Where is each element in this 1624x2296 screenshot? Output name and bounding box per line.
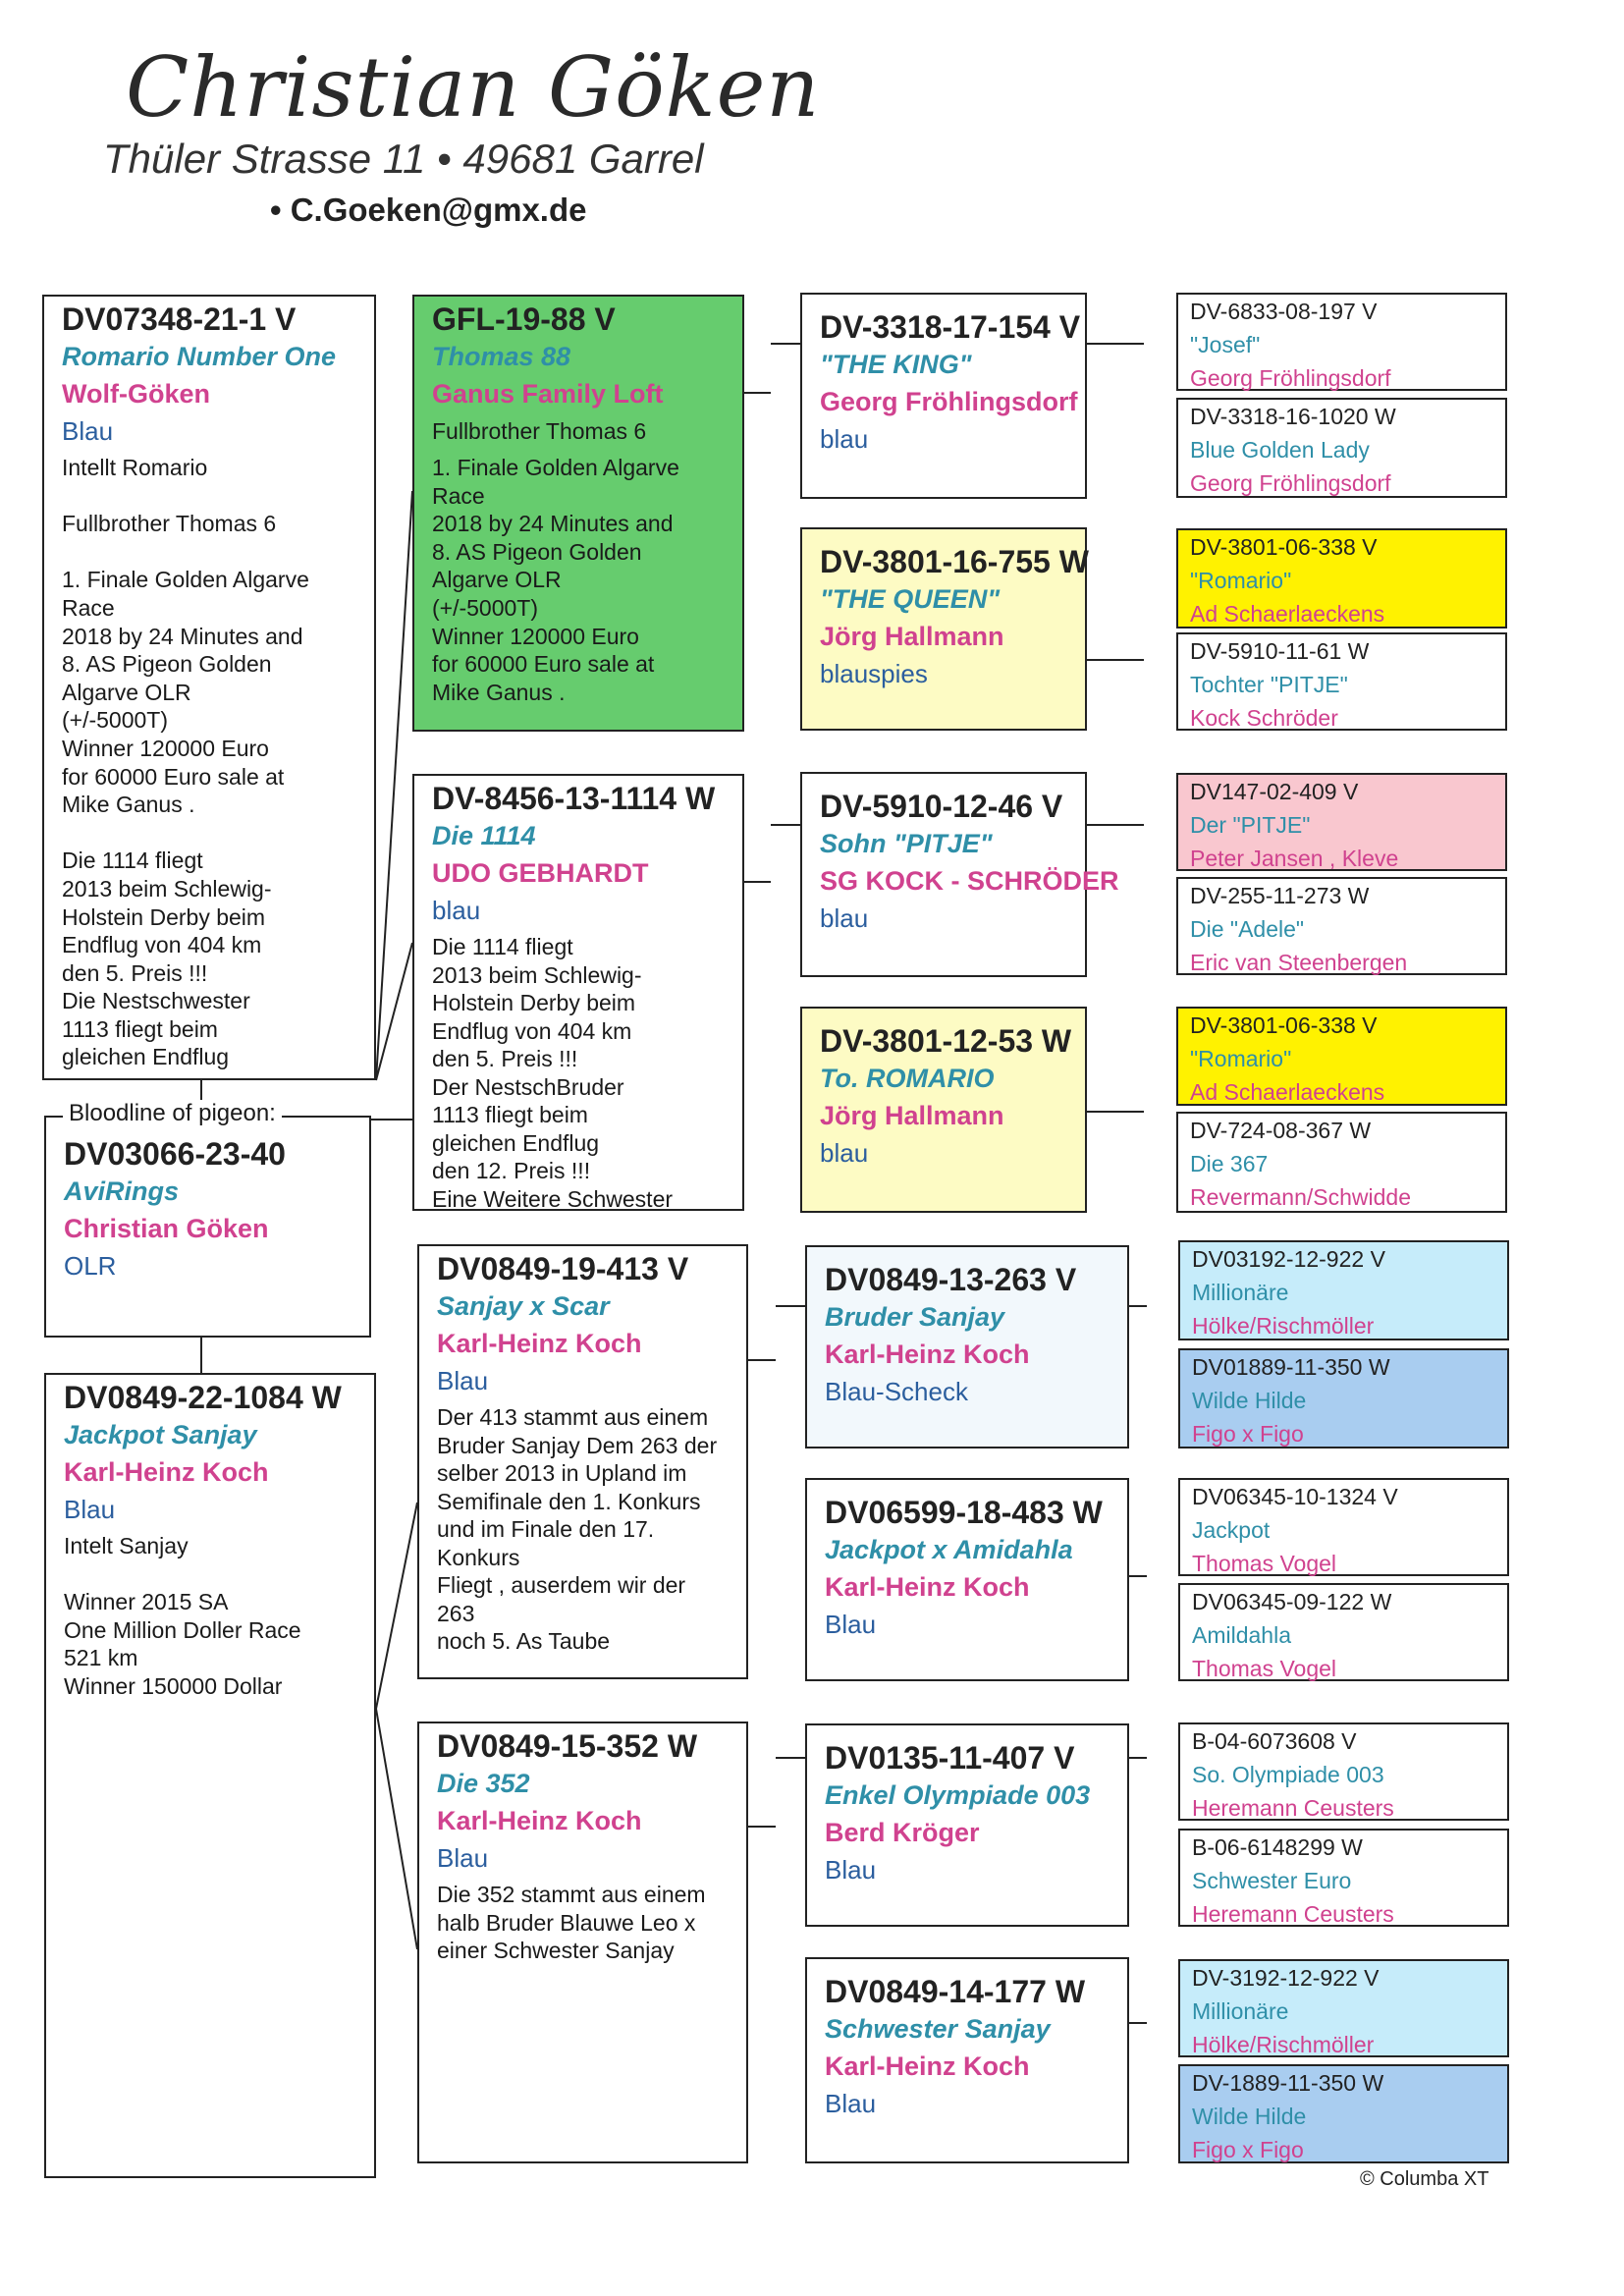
great-grandparent-color: blauspies <box>820 659 928 688</box>
gg-grandparent-name: Der "PITJE" <box>1190 812 1311 838</box>
gg-grandparent-breeder: Heremann Ceusters <box>1192 1795 1394 1821</box>
gg-grandparent-ring: DV06345-10-1324 V <box>1192 1484 1398 1509</box>
grandparent-breeder: UDO GEBHARDT <box>432 858 649 888</box>
great-grandparent-name: Bruder Sanjay <box>825 1302 1005 1332</box>
gg-grandparent-card <box>1176 877 1507 975</box>
great-grandparent-card <box>805 1478 1129 1681</box>
gg-grandparent-breeder: Ad Schaerlaeckens <box>1190 1079 1385 1105</box>
great-grandparent-name: Schwester Sanjay <box>825 2014 1051 2044</box>
grandparent-breeder: Karl-Heinz Koch <box>437 1329 642 1358</box>
gg-grandparent-card <box>1176 528 1507 629</box>
pigeon-breeder: Wolf-Göken <box>62 379 210 409</box>
dam-breeder: Karl-Heinz Koch <box>64 1457 269 1487</box>
bloodline-color: OLR <box>64 1251 117 1281</box>
gg-grandparent-name: Wilde Hilde <box>1192 2104 1307 2129</box>
great-grandparent-name: "THE QUEEN" <box>820 584 1001 614</box>
gg-grandparent-ring: DV-6833-08-197 V <box>1190 299 1378 324</box>
great-grandparent-card <box>805 1245 1129 1449</box>
gg-grandparent-ring: DV-255-11-273 W <box>1190 883 1370 908</box>
great-grandparent-breeder: Karl-Heinz Koch <box>825 1339 1030 1369</box>
great-grandparent-color: Blau <box>825 2089 877 2118</box>
grandparent-ring: DV-8456-13-1114 W <box>432 781 716 816</box>
gg-grandparent-breeder: Thomas Vogel <box>1192 1551 1337 1576</box>
gg-grandparent-ring: DV-3192-12-922 V <box>1192 1965 1380 1991</box>
bloodline-name: AviRings <box>64 1176 180 1206</box>
great-grandparent-card <box>800 293 1087 499</box>
grandparent-ring: GFL-19-88 V <box>432 301 616 337</box>
pigeon-name: Romario Number One <box>62 342 337 371</box>
gg-grandparent-breeder: Peter Jansen , Kleve <box>1190 846 1399 871</box>
dam-color: Blau <box>64 1495 116 1524</box>
breeder-name: Christian Göken <box>126 39 821 136</box>
gg-grandparent-card <box>1178 2064 1509 2163</box>
gg-grandparent-name: Jackpot <box>1192 1517 1271 1543</box>
great-grandparent-ring: DV-3801-12-53 W <box>820 1023 1072 1059</box>
grandparent-breeder: Karl-Heinz Koch <box>437 1806 642 1835</box>
gg-grandparent-name: So. Olympiade 003 <box>1192 1762 1384 1787</box>
gg-grandparent-card <box>1178 1959 1509 2057</box>
bloodline-card <box>44 1116 371 1338</box>
gg-grandparent-name: Schwester Euro <box>1192 1868 1352 1893</box>
dam-card <box>44 1373 376 2178</box>
gg-grandparent-ring: B-04-6073608 V <box>1192 1728 1357 1754</box>
gg-grandparent-breeder: Georg Fröhlingsdorf <box>1190 365 1391 391</box>
gg-grandparent-ring: DV-3318-16-1020 W <box>1190 404 1396 429</box>
grandparent-color: Fullbrother Thomas 6 <box>432 418 647 444</box>
dam-name: Jackpot Sanjay <box>64 1420 257 1449</box>
gg-grandparent-card <box>1178 1348 1509 1449</box>
great-grandparent-ring: DV06599-18-483 W <box>825 1495 1103 1530</box>
great-grandparent-breeder: Karl-Heinz Koch <box>825 2051 1030 2081</box>
grandparent-ring: DV0849-15-352 W <box>437 1728 698 1764</box>
gg-grandparent-name: Die 367 <box>1190 1151 1269 1176</box>
great-grandparent-card <box>805 1957 1129 2163</box>
bloodline-label: Bloodline of pigeon: <box>63 1100 282 1127</box>
great-grandparent-ring: DV0849-14-177 W <box>825 1974 1086 2009</box>
grandparent-color: Blau <box>437 1843 489 1873</box>
great-grandparent-color: Blau-Scheck <box>825 1377 968 1406</box>
gg-grandparent-breeder: Kock Schröder <box>1190 705 1338 731</box>
gg-grandparent-card <box>1176 1007 1507 1106</box>
grandparent-color: Blau <box>437 1366 489 1395</box>
grandparent-name: Sanjay x Scar <box>437 1291 610 1321</box>
grandparent-card <box>412 774 744 1211</box>
gg-grandparent-ring: DV-1889-11-350 W <box>1192 2070 1384 2096</box>
gg-grandparent-ring: DV-3801-06-338 V <box>1190 1012 1378 1038</box>
gg-grandparent-ring: DV01889-11-350 W <box>1192 1354 1390 1380</box>
gg-grandparent-ring: DV-3801-06-338 V <box>1190 534 1378 560</box>
gg-grandparent-name: "Josef" <box>1190 332 1261 357</box>
great-grandparent-color: Blau <box>825 1610 877 1639</box>
breeder-address: Thüler Strasse 11 • 49681 Garrel <box>103 136 704 182</box>
gg-grandparent-name: "Romario" <box>1190 568 1292 593</box>
great-grandparent-name: To. ROMARIO <box>820 1064 995 1093</box>
great-grandparent-card <box>805 1723 1129 1927</box>
gg-grandparent-breeder: Ad Schaerlaeckens <box>1190 601 1385 627</box>
breeder-email: • C.Goeken@gmx.de <box>270 191 587 228</box>
great-grandparent-breeder: Jörg Hallmann <box>820 1101 1004 1130</box>
gg-grandparent-name: "Romario" <box>1190 1046 1292 1071</box>
great-grandparent-breeder: Berd Kröger <box>825 1818 980 1847</box>
gg-grandparent-name: Blue Golden Lady <box>1190 437 1370 463</box>
gg-grandparent-ring: DV06345-09-122 W <box>1192 1589 1392 1614</box>
great-grandparent-name: Enkel Olympiade 003 <box>825 1780 1091 1810</box>
gg-grandparent-name: Millionäre <box>1192 1280 1289 1305</box>
gg-grandparent-ring: DV147-02-409 V <box>1190 779 1359 804</box>
pigeon-notes: Intellt Romario Fullbrother Thomas 6 1. Finale Golden Algarve Race 2018 by 24 Minutes and 8. AS Pigeon Golden Algarve OLR (+/-5000T) Winner 120000 Euro for 60000 Euro sale at Mike Ganus . Die 1114 fliegt 2013 beim Schlewig- Holstein Derby beim Endflug von 404 km den 5. Preis !!! Die Nestschwester 1113 fliegt beim gleichen Endflug <box>62 455 309 1070</box>
grandparent-name: Die 352 <box>437 1769 530 1798</box>
grandparent-notes: Die 352 stammt aus einem halb Bruder Blauwe Leo x einer Schwester Sanjay <box>437 1882 706 1963</box>
great-grandparent-color: Blau <box>825 1855 877 1885</box>
gg-grandparent-breeder: Revermann/Schwidde <box>1190 1184 1412 1210</box>
grandparent-notes: Die 1114 fliegt 2013 beim Schlewig- Holstein Derby beim Endflug von 404 km den 5. Preis !!! Der NestschBruder 1113 fliegt beim gleichen Endflug den 12. Preis !!! Eine Weitere Schwester <box>432 934 674 1212</box>
bloodline-breeder: Christian Göken <box>64 1214 269 1243</box>
pigeon-ring: DV07348-21-1 V <box>62 301 297 337</box>
gg-grandparent-card <box>1178 1240 1509 1340</box>
great-grandparent-ring: DV-5910-12-46 V <box>820 789 1063 824</box>
great-grandparent-card <box>800 527 1087 731</box>
gg-grandparent-name: Millionäre <box>1192 1998 1289 2024</box>
gg-grandparent-card <box>1176 1112 1507 1213</box>
great-grandparent-ring: DV-3318-17-154 V <box>820 309 1081 345</box>
grandparent-name: Thomas 88 <box>432 342 571 371</box>
gg-grandparent-breeder: Eric van Steenbergen <box>1190 950 1408 975</box>
gg-grandparent-breeder: Thomas Vogel <box>1192 1656 1337 1681</box>
copyright-note: © Columba XT <box>1360 2168 1489 2190</box>
grandparent-card <box>412 295 744 732</box>
grandparent-card <box>417 1722 748 2163</box>
great-grandparent-name: Sohn "PITJE" <box>820 829 993 858</box>
great-grandparent-breeder: Karl-Heinz Koch <box>825 1572 1030 1602</box>
great-grandparent-ring: DV0135-11-407 V <box>825 1740 1075 1776</box>
grandparent-notes: Der 413 stammt aus einem Bruder Sanjay Dem 263 der selber 2013 in Upland im Semifinale den 1. Konkurs und im Finale den 17. Konkurs Fliegt , auserdem wir der 263 noch 5. As Taube <box>437 1404 718 1654</box>
gg-grandparent-breeder: Heremann Ceusters <box>1192 1901 1394 1927</box>
gg-grandparent-breeder: Georg Fröhlingsdorf <box>1190 470 1391 496</box>
grandparent-ring: DV0849-19-413 V <box>437 1251 689 1286</box>
great-grandparent-name: "THE KING" <box>820 350 972 379</box>
great-grandparent-ring: DV0849-13-263 V <box>825 1262 1077 1297</box>
grandparent-breeder: Ganus Family Loft <box>432 379 664 409</box>
gg-grandparent-breeder: Hölke/Rischmöller <box>1192 1313 1375 1339</box>
grandparent-color: blau <box>432 896 481 925</box>
gg-grandparent-breeder: Hölke/Rischmöller <box>1192 2032 1375 2057</box>
great-grandparent-card <box>800 772 1119 977</box>
gg-grandparent-name: Wilde Hilde <box>1192 1388 1307 1413</box>
gg-grandparent-name: Tochter "PITJE" <box>1190 672 1348 697</box>
pigeon-color: Blau <box>62 416 114 446</box>
gg-grandparent-card <box>1178 1829 1509 1927</box>
gg-grandparent-card <box>1178 1583 1509 1681</box>
great-grandparent-breeder: SG KOCK - SCHRÖDER <box>820 866 1119 896</box>
great-grandparent-color: blau <box>820 1138 869 1168</box>
gg-grandparent-card <box>1178 1478 1509 1576</box>
great-grandparent-breeder: Georg Fröhlingsdorf <box>820 387 1078 416</box>
gg-grandparent-card <box>1176 632 1507 731</box>
gg-grandparent-card <box>1178 1722 1509 1821</box>
grandparent-name: Die 1114 <box>432 821 536 850</box>
pigeon-card <box>42 295 376 1080</box>
great-grandparent-color: blau <box>820 424 869 454</box>
gg-grandparent-ring: B-06-6148299 W <box>1192 1834 1363 1860</box>
dam-notes: Intelt Sanjay Winner 2015 SA One Million Doller Race 521 km Winner 150000 Dollar <box>64 1533 301 1699</box>
great-grandparent-ring: DV-3801-16-755 W <box>820 544 1089 579</box>
gg-grandparent-card <box>1176 293 1507 391</box>
grandparent-card <box>417 1244 748 1679</box>
dam-ring: DV0849-22-1084 W <box>64 1380 342 1415</box>
bloodline-ring: DV03066-23-40 <box>64 1136 286 1172</box>
grandparent-notes: 1. Finale Golden Algarve Race 2018 by 24 Minutes and 8. AS Pigeon Golden Algarve OLR (+/-5000T) Winner 120000 Euro for 60000 Euro sale at Mike Ganus . <box>432 455 679 705</box>
gg-grandparent-card <box>1176 398 1507 498</box>
great-grandparent-color: blau <box>820 903 869 933</box>
great-grandparent-name: Jackpot x Amidahla <box>825 1535 1073 1564</box>
gg-grandparent-name: Amildahla <box>1192 1622 1291 1648</box>
gg-grandparent-breeder: Figo x Figo <box>1192 2137 1304 2162</box>
gg-grandparent-name: Die "Adele" <box>1190 916 1305 942</box>
great-grandparent-breeder: Jörg Hallmann <box>820 622 1004 651</box>
gg-grandparent-ring: DV03192-12-922 V <box>1192 1246 1385 1272</box>
gg-grandparent-ring: DV-724-08-367 W <box>1190 1118 1372 1143</box>
gg-grandparent-breeder: Figo x Figo <box>1192 1421 1304 1447</box>
great-grandparent-card <box>800 1007 1087 1213</box>
gg-grandparent-card <box>1176 773 1507 871</box>
gg-grandparent-ring: DV-5910-11-61 W <box>1190 638 1370 664</box>
